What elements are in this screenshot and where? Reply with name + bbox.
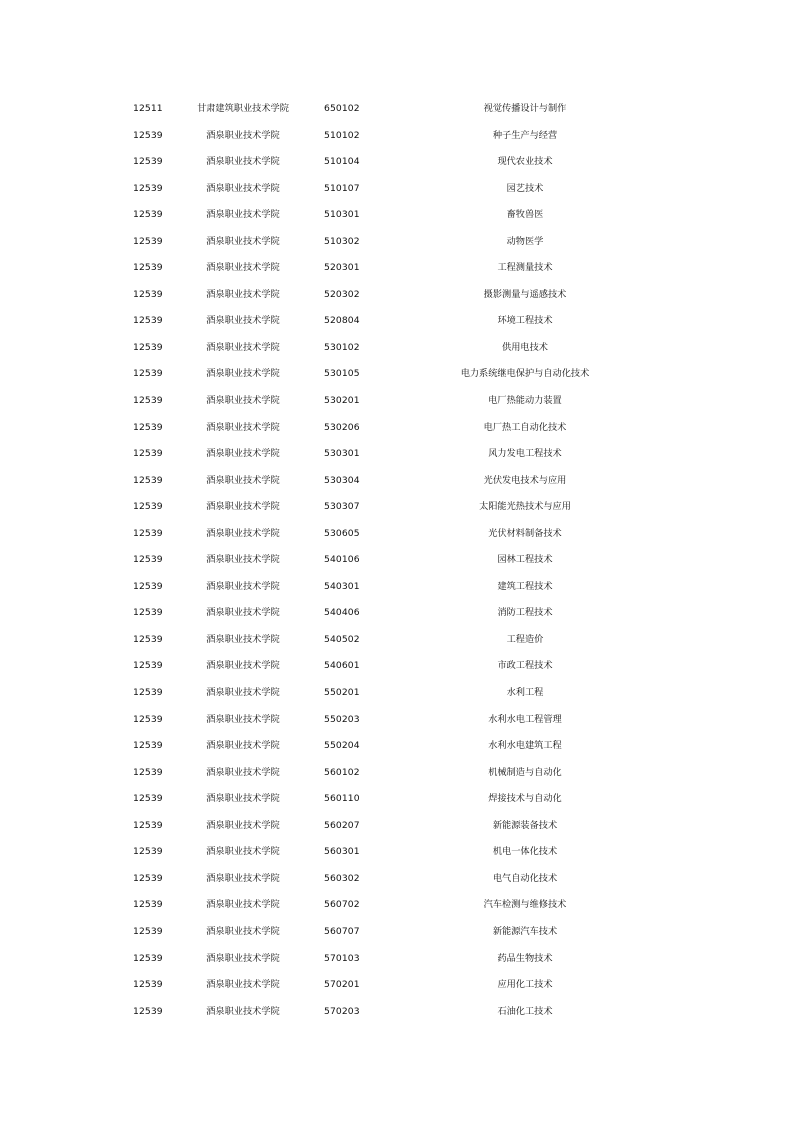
major-code-cell: 560207 xyxy=(324,819,360,831)
school-code-cell: 12539 xyxy=(133,527,163,539)
major-code-cell: 520301 xyxy=(324,262,360,274)
table-row xyxy=(0,229,794,256)
school-name-cell: 酒泉职业技术学院 xyxy=(206,846,280,858)
major-name-cell: 药品生物技术 xyxy=(497,952,553,964)
school-name-cell: 酒泉职业技术学院 xyxy=(206,713,280,725)
table-row xyxy=(0,123,794,150)
school-name-cell: 酒泉职业技术学院 xyxy=(206,925,280,937)
major-name-cell: 石油化工技术 xyxy=(497,1005,553,1017)
school-code-cell: 12539 xyxy=(133,872,163,884)
major-code-cell: 560302 xyxy=(324,872,360,884)
major-code-cell: 570103 xyxy=(324,952,360,964)
major-name-cell: 机械制造与自动化 xyxy=(488,766,562,778)
major-name-cell: 工程造价 xyxy=(506,633,544,645)
school-name-cell: 酒泉职业技术学院 xyxy=(206,527,280,539)
table-row xyxy=(0,96,794,123)
school-code-cell: 12539 xyxy=(133,979,163,991)
school-code-cell: 12539 xyxy=(133,740,163,752)
school-name-cell: 酒泉职业技术学院 xyxy=(206,899,280,911)
school-name-cell: 酒泉职业技术学院 xyxy=(206,819,280,831)
school-code-cell: 12539 xyxy=(133,448,163,460)
major-name-cell: 光伏材料制备技术 xyxy=(488,527,562,539)
school-code-cell: 12539 xyxy=(133,580,163,592)
school-name-cell: 酒泉职业技术学院 xyxy=(206,395,280,407)
major-code-cell: 540406 xyxy=(324,607,360,619)
school-code-cell: 12539 xyxy=(133,819,163,831)
school-name-cell: 酒泉职业技术学院 xyxy=(206,156,280,168)
school-name-cell: 酒泉职业技术学院 xyxy=(206,740,280,752)
major-name-cell: 应用化工技术 xyxy=(497,979,553,991)
school-name-cell: 酒泉职业技术学院 xyxy=(206,315,280,327)
major-code-cell: 530605 xyxy=(324,527,360,539)
school-code-cell: 12539 xyxy=(133,129,163,141)
school-name-cell: 酒泉职业技术学院 xyxy=(206,474,280,486)
major-name-cell: 太阳能光热技术与应用 xyxy=(479,501,571,513)
school-name-cell: 酒泉职业技术学院 xyxy=(206,262,280,274)
table-row xyxy=(0,680,794,707)
school-name-cell: 酒泉职业技术学院 xyxy=(206,660,280,672)
major-name-cell: 种子生产与经营 xyxy=(492,129,558,141)
school-code-cell: 12539 xyxy=(133,952,163,964)
major-code-cell: 540502 xyxy=(324,633,360,645)
table-row xyxy=(0,919,794,946)
major-code-cell: 510104 xyxy=(324,156,360,168)
major-code-cell: 560702 xyxy=(324,899,360,911)
school-code-cell: 12539 xyxy=(133,262,163,274)
school-code-cell: 12539 xyxy=(133,687,163,699)
major-code-cell: 530102 xyxy=(324,341,360,353)
major-name-cell: 畜牧兽医 xyxy=(506,209,544,221)
table-row xyxy=(0,335,794,362)
major-name-cell: 供用电技术 xyxy=(502,341,548,353)
table-row xyxy=(0,361,794,388)
school-name-cell: 酒泉职业技术学院 xyxy=(206,687,280,699)
major-code-cell: 550203 xyxy=(324,713,360,725)
major-code-cell: 530307 xyxy=(324,501,360,513)
major-name-cell: 水利工程 xyxy=(506,687,544,699)
major-name-cell: 新能源汽车技术 xyxy=(492,925,558,937)
major-name-cell: 水利水电建筑工程 xyxy=(488,740,562,752)
school-name-cell: 酒泉职业技术学院 xyxy=(206,633,280,645)
table-row xyxy=(0,866,794,893)
school-name-cell: 酒泉职业技术学院 xyxy=(206,793,280,805)
school-code-cell: 12539 xyxy=(133,288,163,300)
major-code-cell: 570203 xyxy=(324,1005,360,1017)
school-name-cell: 酒泉职业技术学院 xyxy=(206,129,280,141)
table-row xyxy=(0,255,794,282)
enrollment-table xyxy=(0,96,794,1025)
school-code-cell: 12539 xyxy=(133,660,163,672)
school-name-cell: 酒泉职业技术学院 xyxy=(206,979,280,991)
major-code-cell: 520804 xyxy=(324,315,360,327)
major-name-cell: 摄影测量与遥感技术 xyxy=(483,288,567,300)
school-code-cell: 12539 xyxy=(133,315,163,327)
school-name-cell: 酒泉职业技术学院 xyxy=(206,1005,280,1017)
major-name-cell: 市政工程技术 xyxy=(497,660,553,672)
table-row xyxy=(0,308,794,335)
table-row xyxy=(0,972,794,999)
major-name-cell: 视觉传播设计与制作 xyxy=(483,103,567,114)
school-name-cell: 酒泉职业技术学院 xyxy=(206,235,280,247)
major-name-cell: 园艺技术 xyxy=(506,182,544,194)
table-row xyxy=(0,892,794,919)
table-row xyxy=(0,494,794,521)
major-name-cell: 汽车检测与维修技术 xyxy=(483,899,567,911)
school-code-cell: 12539 xyxy=(133,766,163,778)
major-code-cell: 650102 xyxy=(324,103,360,114)
major-name-cell: 水利水电工程管理 xyxy=(488,713,562,725)
major-name-cell: 电气自动化技术 xyxy=(492,872,558,884)
school-name-cell: 酒泉职业技术学院 xyxy=(206,872,280,884)
major-name-cell: 机电一体化技术 xyxy=(492,846,558,858)
table-row xyxy=(0,521,794,548)
major-name-cell: 风力发电工程技术 xyxy=(488,448,562,460)
table-row xyxy=(0,760,794,787)
school-name-cell: 酒泉职业技术学院 xyxy=(206,448,280,460)
major-code-cell: 560301 xyxy=(324,846,360,858)
major-name-cell: 焊接技术与自动化 xyxy=(488,793,562,805)
major-code-cell: 540301 xyxy=(324,580,360,592)
table-row xyxy=(0,468,794,495)
school-code-cell: 12539 xyxy=(133,368,163,380)
table-row xyxy=(0,282,794,309)
major-code-cell: 510102 xyxy=(324,129,360,141)
major-code-cell: 510301 xyxy=(324,209,360,221)
school-name-cell: 酒泉职业技术学院 xyxy=(206,209,280,221)
school-name-cell: 酒泉职业技术学院 xyxy=(206,182,280,194)
major-name-cell: 电力系统继电保护与自动化技术 xyxy=(460,368,590,380)
major-code-cell: 510107 xyxy=(324,182,360,194)
table-row xyxy=(0,149,794,176)
school-code-cell: 12539 xyxy=(133,395,163,407)
school-code-cell: 12539 xyxy=(133,846,163,858)
table-row xyxy=(0,441,794,468)
major-code-cell: 540601 xyxy=(324,660,360,672)
school-code-cell: 12539 xyxy=(133,633,163,645)
school-code-cell: 12539 xyxy=(133,1005,163,1017)
school-code-cell: 12539 xyxy=(133,899,163,911)
major-name-cell: 工程测量技术 xyxy=(497,262,553,274)
school-code-cell: 12539 xyxy=(133,474,163,486)
major-code-cell: 520302 xyxy=(324,288,360,300)
school-code-cell: 12539 xyxy=(133,793,163,805)
table-row xyxy=(0,176,794,203)
school-name-cell: 酒泉职业技术学院 xyxy=(206,580,280,592)
school-code-cell: 12539 xyxy=(133,235,163,247)
school-name-cell: 酒泉职业技术学院 xyxy=(206,607,280,619)
major-name-cell: 建筑工程技术 xyxy=(497,580,553,592)
school-name-cell: 酒泉职业技术学院 xyxy=(206,952,280,964)
school-name-cell: 酒泉职业技术学院 xyxy=(206,766,280,778)
major-code-cell: 530304 xyxy=(324,474,360,486)
major-code-cell: 530301 xyxy=(324,448,360,460)
table-row xyxy=(0,600,794,627)
major-code-cell: 540106 xyxy=(324,554,360,566)
table-row xyxy=(0,946,794,973)
table-row xyxy=(0,813,794,840)
school-code-cell: 12539 xyxy=(133,713,163,725)
major-code-cell: 510302 xyxy=(324,235,360,247)
major-name-cell: 环境工程技术 xyxy=(497,315,553,327)
major-name-cell: 动物医学 xyxy=(506,235,544,247)
table-row xyxy=(0,733,794,760)
school-code-cell: 12539 xyxy=(133,501,163,513)
major-name-cell: 电厂热工自动化技术 xyxy=(483,421,567,433)
school-code-cell: 12511 xyxy=(133,103,163,114)
major-code-cell: 560110 xyxy=(324,793,360,805)
school-name-cell: 酒泉职业技术学院 xyxy=(206,288,280,300)
table-row xyxy=(0,999,794,1026)
major-name-cell: 现代农业技术 xyxy=(497,156,553,168)
table-row xyxy=(0,388,794,415)
table-row xyxy=(0,786,794,813)
school-code-cell: 12539 xyxy=(133,156,163,168)
school-name-cell: 酒泉职业技术学院 xyxy=(206,368,280,380)
major-code-cell: 560102 xyxy=(324,766,360,778)
table-row xyxy=(0,653,794,680)
table-row xyxy=(0,415,794,442)
major-code-cell: 530105 xyxy=(324,368,360,380)
major-name-cell: 新能源装备技术 xyxy=(492,819,558,831)
major-name-cell: 光伏发电技术与应用 xyxy=(483,474,567,486)
major-code-cell: 530206 xyxy=(324,421,360,433)
major-name-cell: 园林工程技术 xyxy=(497,554,553,566)
school-code-cell: 12539 xyxy=(133,209,163,221)
table-row xyxy=(0,839,794,866)
school-code-cell: 12539 xyxy=(133,182,163,194)
school-code-cell: 12539 xyxy=(133,607,163,619)
school-code-cell: 12539 xyxy=(133,341,163,353)
major-code-cell: 530201 xyxy=(324,395,360,407)
table-row xyxy=(0,707,794,734)
table-row xyxy=(0,627,794,654)
school-name-cell: 酒泉职业技术学院 xyxy=(206,421,280,433)
major-name-cell: 消防工程技术 xyxy=(497,607,553,619)
major-code-cell: 560707 xyxy=(324,925,360,937)
table-row xyxy=(0,202,794,229)
school-name-cell: 酒泉职业技术学院 xyxy=(206,554,280,566)
major-name-cell: 电厂热能动力装置 xyxy=(488,395,562,407)
school-name-cell: 酒泉职业技术学院 xyxy=(206,501,280,513)
table-row xyxy=(0,574,794,601)
school-code-cell: 12539 xyxy=(133,554,163,566)
major-code-cell: 570201 xyxy=(324,979,360,991)
school-name-cell: 甘肃建筑职业技术学院 xyxy=(197,103,289,114)
major-code-cell: 550201 xyxy=(324,687,360,699)
school-code-cell: 12539 xyxy=(133,925,163,937)
major-code-cell: 550204 xyxy=(324,740,360,752)
table-row xyxy=(0,547,794,574)
school-code-cell: 12539 xyxy=(133,421,163,433)
school-name-cell: 酒泉职业技术学院 xyxy=(206,341,280,353)
